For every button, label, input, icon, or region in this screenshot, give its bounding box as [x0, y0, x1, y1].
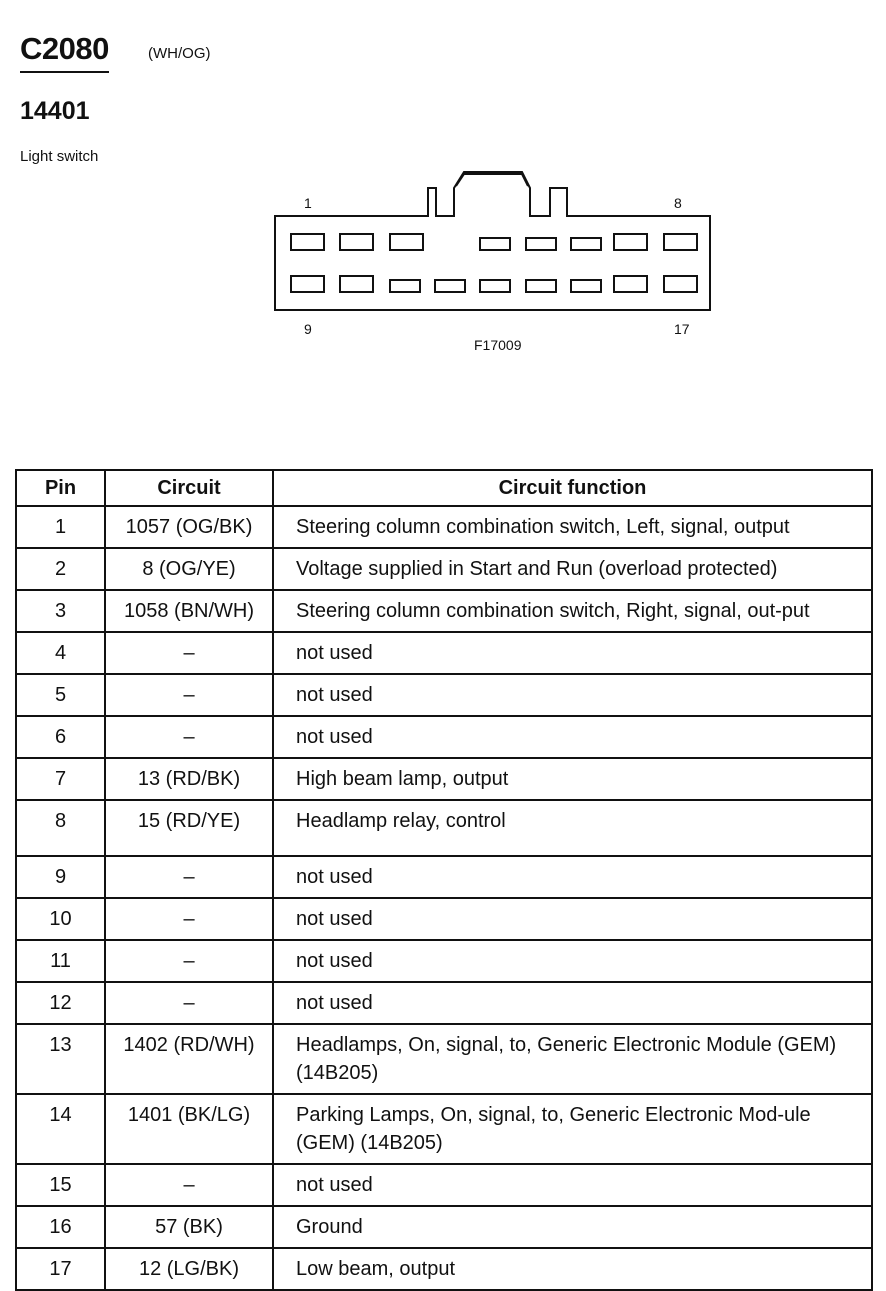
table-row: [16, 856, 872, 898]
pin-cell: 12: [16, 982, 105, 1024]
circuit-cell: –: [105, 632, 273, 674]
circuit-cell: –: [105, 940, 273, 982]
table-row: [16, 590, 872, 632]
table-row: [16, 982, 872, 1024]
function-cell: Steering column combination switch, Left, signal, output: [273, 506, 872, 548]
circuit-cell: 15 (RD/YE): [105, 800, 273, 856]
function-cell: Steering column combination switch, Right, signal, out-put: [273, 590, 872, 632]
function-cell: High beam lamp, output: [273, 758, 872, 800]
function-cell: not used: [273, 856, 872, 898]
circuit-cell: 57 (BK): [105, 1206, 273, 1248]
pin-cell: 3: [16, 590, 105, 632]
pin-cell: 9: [16, 856, 105, 898]
function-cell: not used: [273, 982, 872, 1024]
pin-label-top-left: 1: [304, 195, 312, 211]
circuit-cell: –: [105, 674, 273, 716]
pin-label-bottom-left: 9: [304, 321, 312, 337]
circuit-cell: 8 (OG/YE): [105, 548, 273, 590]
pin-label-bottom-right: 17: [674, 321, 690, 337]
table-row: [16, 716, 872, 758]
table-body: [16, 506, 872, 1290]
part-number: 14401: [20, 97, 90, 125]
circuit-cell: –: [105, 716, 273, 758]
function-cell: not used: [273, 674, 872, 716]
circuit-cell: 12 (LG/BK): [105, 1248, 273, 1290]
function-cell: Headlamp relay, control: [273, 800, 872, 856]
pin-cell: 4: [16, 632, 105, 674]
function-cell: Ground: [273, 1206, 872, 1248]
table-row: [16, 548, 872, 590]
function-cell: Parking Lamps, On, signal, to, Generic Electronic Mod-ule (GEM) (14B205): [273, 1094, 872, 1164]
circuit-cell: 1401 (BK/LG): [105, 1094, 273, 1164]
pin-cell: 11: [16, 940, 105, 982]
table-row: [16, 1248, 872, 1290]
function-cell: not used: [273, 898, 872, 940]
circuit-cell: –: [105, 982, 273, 1024]
function-cell: not used: [273, 716, 872, 758]
table-row: [16, 674, 872, 716]
function-cell: Headlamps, On, signal, to, Generic Electronic Module (GEM) (14B205): [273, 1024, 872, 1094]
circuit-cell: 1402 (RD/WH): [105, 1024, 273, 1094]
pin-cell: 16: [16, 1206, 105, 1248]
connector-id: C2080: [20, 30, 109, 73]
table-row: [16, 940, 872, 982]
pin-cell: 2: [16, 548, 105, 590]
pin-cell: 13: [16, 1024, 105, 1094]
table-row: [16, 1206, 872, 1248]
pin-cell: 10: [16, 898, 105, 940]
pin-cavities: [291, 234, 697, 292]
function-cell: Voltage supplied in Start and Run (overload protected): [273, 548, 872, 590]
circuit-cell: –: [105, 898, 273, 940]
header-pin: Pin: [16, 470, 105, 506]
pin-cell: 5: [16, 674, 105, 716]
pin-cell: 15: [16, 1164, 105, 1206]
table-row: [16, 1094, 872, 1164]
table-row: [16, 758, 872, 800]
connector-color: (WH/OG): [148, 45, 211, 62]
circuit-cell: –: [105, 856, 273, 898]
pin-cell: 1: [16, 506, 105, 548]
circuit-cell: –: [105, 1164, 273, 1206]
pin-cell: 14: [16, 1094, 105, 1164]
pin-label-top-right: 8: [674, 195, 682, 211]
pin-cell: 6: [16, 716, 105, 758]
table-row: [16, 1164, 872, 1206]
pin-cell: 17: [16, 1248, 105, 1290]
pin-cell: 8: [16, 800, 105, 856]
function-cell: not used: [273, 1164, 872, 1206]
header-circuit: Circuit: [105, 470, 273, 506]
table-row: [16, 1024, 872, 1094]
header-function: Circuit function: [273, 470, 872, 506]
table-row: [16, 632, 872, 674]
circuit-cell: 1058 (BN/WH): [105, 590, 273, 632]
table-header-row: [16, 470, 872, 506]
table-row: [16, 506, 872, 548]
pinout-table: [15, 469, 873, 1291]
figure-number: F17009: [474, 337, 522, 353]
function-cell: Low beam, output: [273, 1248, 872, 1290]
pin-cell: 7: [16, 758, 105, 800]
function-cell: not used: [273, 940, 872, 982]
component-name: Light switch: [20, 148, 99, 165]
connector-diagram: [260, 160, 730, 360]
circuit-cell: 13 (RD/BK): [105, 758, 273, 800]
table-row: [16, 898, 872, 940]
table-row: [16, 800, 872, 856]
circuit-cell: 1057 (OG/BK): [105, 506, 273, 548]
function-cell: not used: [273, 632, 872, 674]
